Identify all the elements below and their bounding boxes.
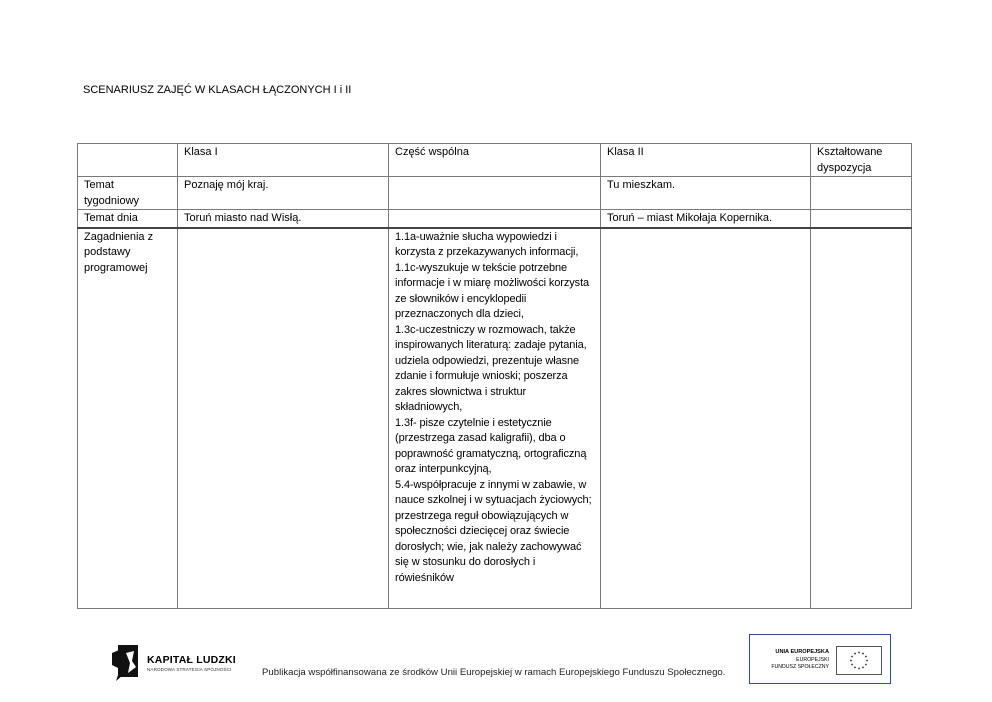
header-cell-klasa-1: Klasa I [178, 144, 389, 177]
eu-star-icon [862, 653, 864, 655]
header-cell-czesc-wspolna: Część wspólna [389, 144, 601, 177]
cell-klasa-1: Toruń miasto nad Wisłą. [178, 210, 389, 228]
cell-czesc-wspolna: 1.1a-uważnie słucha wypowiedzi i korzysta z przekazywanych informacji, 1.1c-wyszukuje w tekście potrzebne informacje i w miarę możliwości korzysta ze słowników i encyklopedii przeznaczonych dla dzieci, 1.3c-uczestniczy w rozmowach, także inspirowanych literaturą: zadaje pytania, udziela odpowiedzi, prezentuje własne zdanie i formułuje wnioski; poszerza zakres słownictwa i struktur składniowych, 1.3f- pisze czytelnie i estetycznie (przestrzega zasad kaligrafii), dba o poprawność gramatyczną, ortograficzną oraz interpunkcyjną, 5.4-współpracuje z innymi w zabawie, w nauce szkolnej i w sytuacjach życiowych; przestrzega reguł obowiązujących w społeczności dziecięcej oraz świecie dorosłych; wie, jak należy zachowywać się w stosunku do dorosłych i rówieśników [389, 228, 601, 609]
eu-star-icon [854, 653, 856, 655]
cell-dyspozycje [811, 210, 912, 228]
cell-klasa-1 [178, 228, 389, 609]
table-row-temat-dnia [78, 210, 912, 228]
kapital-ludzki-subtitle: NARODOWA STRATEGIA SPÓJNOŚCI [147, 667, 232, 672]
eu-star-icon [858, 668, 860, 670]
eu-star-icon [851, 664, 853, 666]
scenario-table [77, 143, 912, 609]
eu-star-icon [866, 660, 868, 662]
table-row-zagadnienia [78, 228, 912, 609]
eu-logo-line-1: UNIA EUROPEJSKA [775, 649, 829, 655]
eu-star-icon [865, 664, 867, 666]
header-cell-dyspozycje: Kształtowane dyspozycja [811, 144, 912, 177]
eu-star-icon [858, 652, 860, 654]
header-cell-empty [78, 144, 178, 177]
eu-star-icon [865, 656, 867, 658]
cell-klasa-2: Toruń – miast Mikołaja Kopernika. [601, 210, 811, 228]
publication-note: Publikacja współfinansowana ze środków Unii Europejskiej w ramach Europejskiego Funduszu Społecznego. [262, 667, 726, 678]
table-row-temat-tygodniowy [78, 177, 912, 210]
eu-logo-line-3: FUNDUSZ SPOŁECZNY [771, 664, 829, 670]
kapital-ludzki-name: KAPITAŁ LUDZKI [147, 654, 236, 666]
eu-star-icon [851, 656, 853, 658]
eu-logo-line-2: EUROPEJSKI [796, 657, 829, 663]
eu-flag-icon [836, 646, 882, 675]
row-label: Temat tygodniowy [78, 177, 178, 210]
cell-klasa-1: Poznaję mój kraj. [178, 177, 389, 210]
row-label: Temat dnia [78, 210, 178, 228]
eu-star-icon [862, 667, 864, 669]
cell-czesc-wspolna [389, 210, 601, 228]
row-label: Zagadnienia z podstawy programowej [78, 228, 178, 609]
document-title: SCENARIUSZ ZAJĘĆ W KLASACH ŁĄCZONYCH I i II [83, 84, 352, 96]
kapital-ludzki-logo-icon [112, 643, 142, 683]
cell-klasa-2 [601, 228, 811, 609]
cell-dyspozycje [811, 177, 912, 210]
eu-star-icon [854, 667, 856, 669]
eu-star-icon [850, 660, 852, 662]
table-header-row [78, 144, 912, 177]
cell-klasa-2: Tu mieszkam. [601, 177, 811, 210]
cell-czesc-wspolna [389, 177, 601, 210]
header-cell-klasa-2: Klasa II [601, 144, 811, 177]
eu-logo-box [749, 634, 891, 684]
cell-dyspozycje [811, 228, 912, 609]
